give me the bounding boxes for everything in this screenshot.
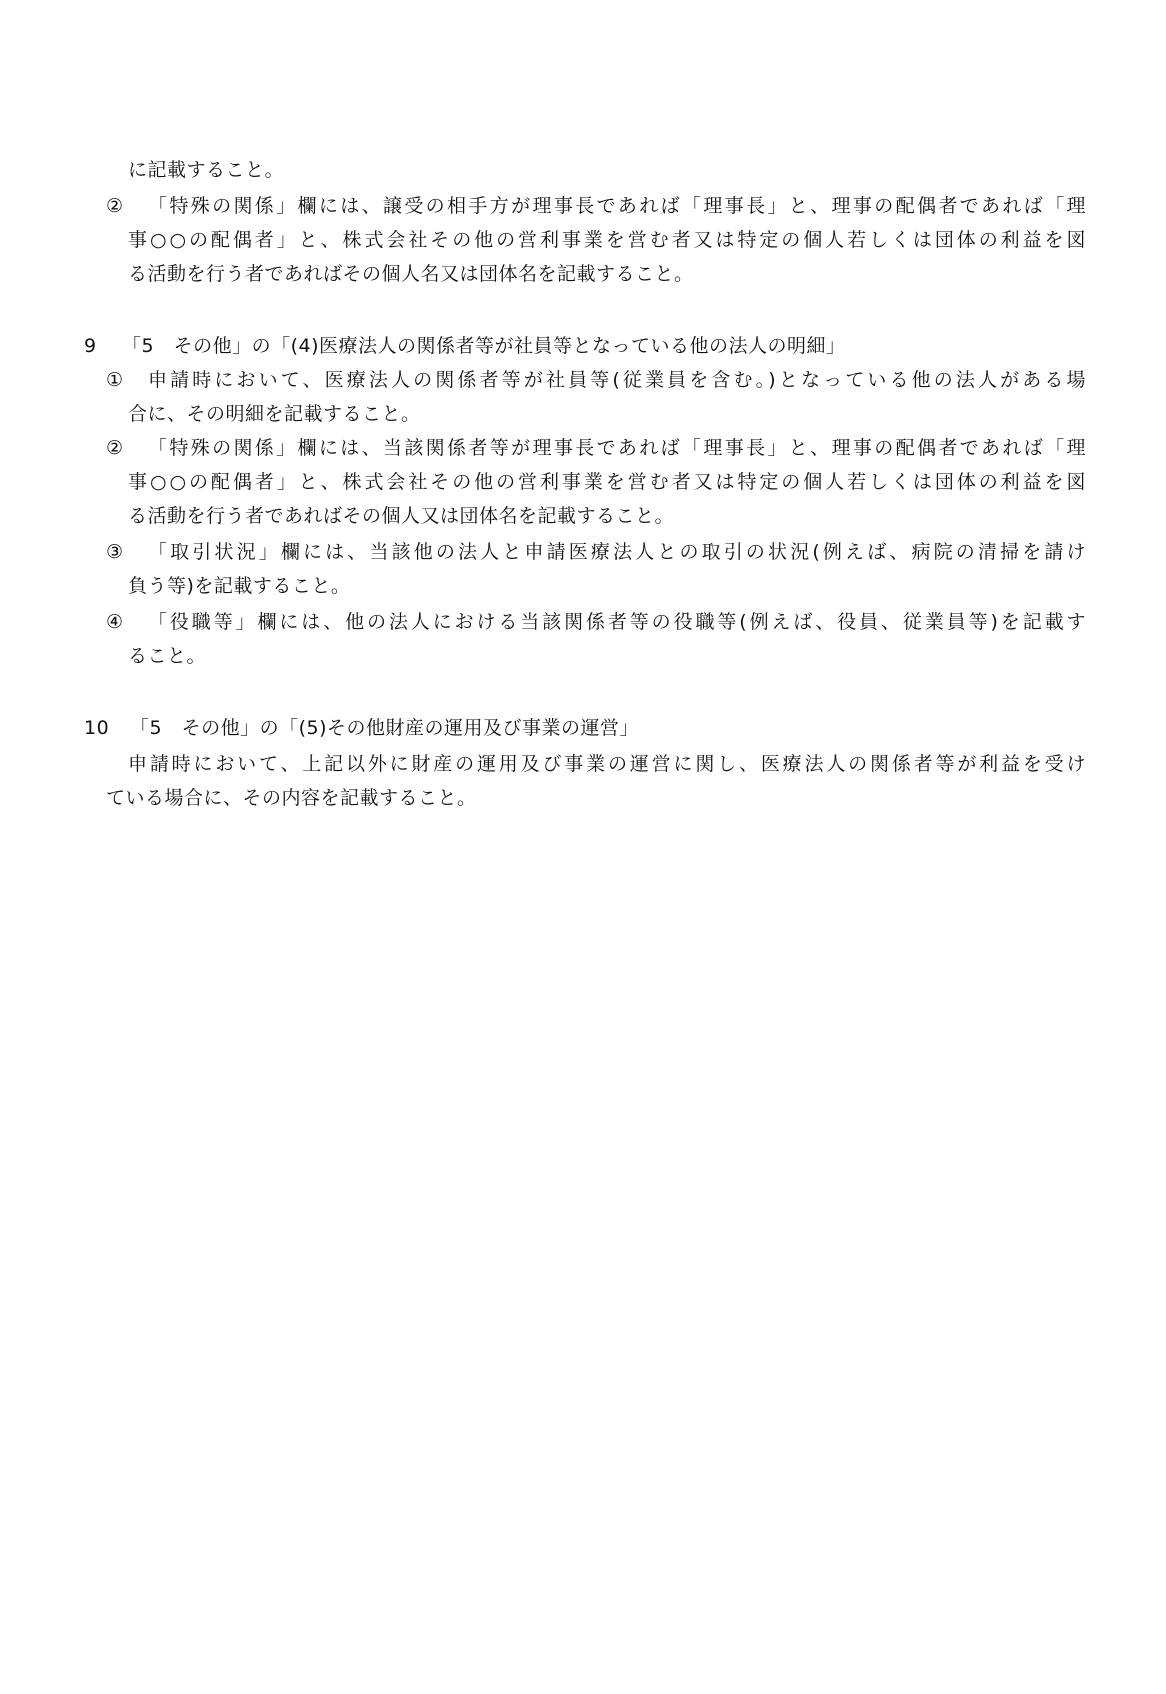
list-marker: ④ bbox=[106, 611, 124, 633]
section-heading: 「5 その他」の「(5)その他財産の運用及び事業の運営」 bbox=[130, 717, 640, 739]
paragraph-line: 「特殊の関係」欄には、譲受の相手方が理事長であれば「理事長」と、理事の配偶者であれば「理 bbox=[148, 195, 1086, 217]
paragraph-line: 事○○の配偶者」と、株式会社その他の営利事業を営む者又は特定の個人若しくは団体の利益を図 bbox=[128, 471, 1086, 493]
paragraph-line: 申請時において、医療法人の関係者等が社員等(従業員を含む。)となっている他の法人がある場 bbox=[148, 369, 1086, 391]
list-marker: ② bbox=[106, 437, 124, 459]
paragraph-line: る活動を行う者であればその個人名又は団体名を記載すること。 bbox=[128, 263, 694, 285]
paragraph-line: 負う等)を記載すること。 bbox=[128, 575, 351, 597]
paragraph-line: 「取引状況」欄には、当該他の法人と申請医療法人との取引の状況(例えば、病院の清掃を請け bbox=[148, 541, 1086, 563]
list-marker: ③ bbox=[106, 541, 124, 563]
paragraph-line: ている場合に、その内容を記載すること。 bbox=[106, 787, 477, 809]
paragraph-line: 合に、その明細を記載すること。 bbox=[128, 403, 421, 425]
paragraph-line: 申請時において、上記以外に財産の運用及び事業の運営に関し、医療法人の関係者等が利益を受け bbox=[128, 753, 1086, 775]
paragraph-line: ること。 bbox=[128, 645, 207, 667]
list-marker: ② bbox=[106, 195, 124, 217]
paragraph-line: 事○○の配偶者」と、株式会社その他の営利事業を営む者又は特定の個人若しくは団体の利益を図 bbox=[128, 229, 1086, 251]
paragraph-line: る活動を行う者であればその個人又は団体名を記載すること。 bbox=[128, 505, 675, 527]
paragraph-line: 「特殊の関係」欄には、当該関係者等が理事長であれば「理事長」と、理事の配偶者であれば「理 bbox=[148, 437, 1086, 459]
section-heading: 「5 その他」の「(4)医療法人の関係者等が社員等となっている他の法人の明細」 bbox=[122, 335, 846, 357]
section-number: 9 bbox=[84, 335, 97, 357]
paragraph-line: 「役職等」欄には、他の法人における当該関係者等の役職等(例えば、役員、従業員等)を記載す bbox=[148, 611, 1086, 633]
section-number: 10 bbox=[84, 717, 110, 739]
paragraph-line: に記載すること。 bbox=[128, 159, 285, 181]
list-marker: ① bbox=[106, 369, 124, 391]
